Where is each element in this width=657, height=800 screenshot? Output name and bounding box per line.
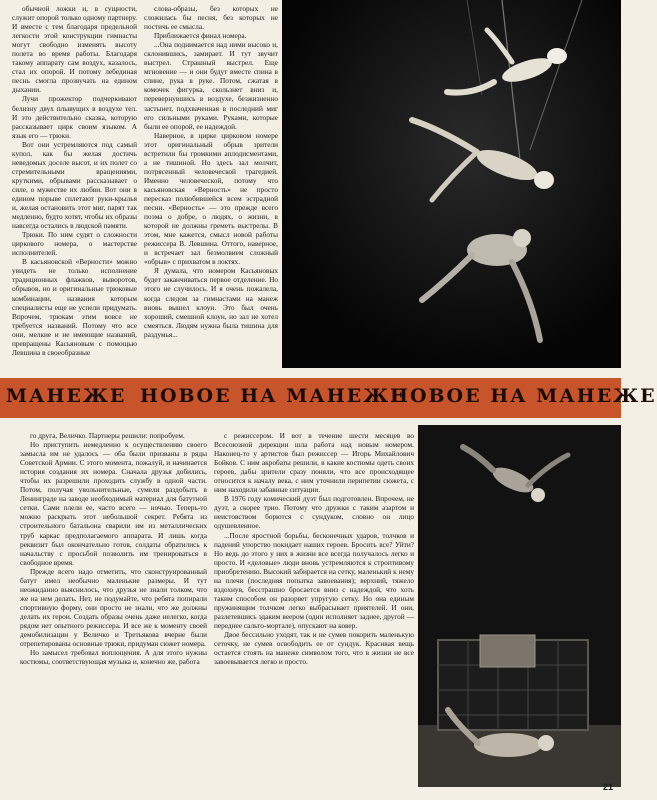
paragraph: Трюки. По ним судят о сложности циркового номера, о мастерстве исполнителей.: [12, 230, 137, 258]
aerial-gymnasts-photo: [282, 0, 621, 368]
paragraph: Вот они устремляются под самый купол, как бы желая достичь неведомых доселе высот, и их полет со стремительными вращениями, круткими, обрывами рассказывает о силе, о мужестве их любви. Вот они в едином порыве сплетают руки-крылья и, желая остановить этот миг, парят так медленно, будто хотят, чтобы их образы навсегда остались в людской памяти.: [12, 139, 137, 231]
paragraph: В касьяновской «Верности» можно увидеть не только исполнение традиционных флажков, выворотов, обрывов, но и оригинальные трюковые комбинации, названия которым специалисты еще не успели придумать. Впрочем, трюкам этим вовсе не требуется названий. Потому что все они, мелкие и не имеющие названий, превращены Касьяновым с помощью Левшина в своеобразные: [12, 257, 137, 357]
text-column-1: [12, 4, 137, 357]
page-number: 21: [602, 782, 613, 792]
paragraph: го друга, Величко. Партнеры решили: попробуем.: [30, 431, 185, 440]
text-column-2: [144, 4, 278, 339]
section-banner: [0, 378, 657, 418]
text-column-3: [20, 431, 207, 666]
banner-text: НОВОЕ НА МАНЕЖЕ: [390, 385, 657, 407]
paragraph: Двое бессильно уходят, так и не сумев покорить маленькую сеточку, не сумев освободить ее от сундук. Красивая вещь остается стоять на манеже символом того, что в жизни не все завоевывается легко и просто.: [214, 630, 414, 667]
paragraph: Наверное, в цирке цирковом номере этот оригинальный обрыв зрители встретили бы громкими аплодисментами, а не тишиной. Но здесь зал молчит, потрясенный человеческой трагедией. Именно человеческой, потому что касьяновская «Верность» не просто пересказ полюбившейся всем эстрадной песни. «Верность» — это прежде всего поэма о добре, о людях, о жизни, в которой не должны греметь выстрелы. В этом, мне кажется, смысл новой работы режиссера В. Левшина. Оттого, наверное, и встречает зал безмолвием сложный «обрыв» с прихватом в локтях.: [144, 130, 278, 267]
paragraph: Приближается финал номера.: [154, 31, 247, 41]
acrobats-trunk-photo: [418, 425, 621, 787]
paragraph: В 1976 году комический дуэт был подготовлен. Впрочем, не дуэт, а скорее трио. Потому что дружки с таким азартом и неистовством борются с сундуком, словно он лицо одушевленное.: [214, 494, 414, 531]
text-column-4: [214, 431, 414, 666]
paragraph: ...Она поднимается над ними высоко и, склонившись, замирает. И тут звучит выстрел. Страшный выстрел. Еще мгновение — и они будут вместе спина в спине, рука в руке. Потом, сжатая в комочек фигурка, скользнет вниз и, перевернувшись в воздухе, безжизненно застынет, подхваченная в последний миг его сильными руками. Руками, которые были ее опорой, ее надеждой.: [144, 40, 278, 131]
paragraph: с режиссером. И вот в течение шести месяцев во Всесоюзной дирекции шла работа над новым номером. Наконец-то у артистов был режиссер — Игорь Михайлович Бойков. С ним акробаты решили, в какие костюмы одеть своих героев, дабы зрители сразу поняли, что все происходящее относится к началу века, с ним уточнили перипетии сюжета, с ним находили забавные ситуации.: [214, 431, 414, 495]
banner-text: МАНЕЖЕ: [6, 385, 127, 407]
paragraph: Лучи прожектор подчеркивают белизну двух плывущих в воздухе тел. И это действительно сказка, которую рассказывает цирк своим языком. А язык его — трюки.: [12, 94, 137, 140]
aerial-gymnasts-illustration: [282, 0, 621, 368]
paragraph: Прежде всего надо отметить, что сконструированный батут имел необычно маленькие размеры. И тут неожиданно выяснилось, что друзья не знали толком, что же на нем делать. Нет, не подумайте, что ребята попирали спортивную форму, они просто не знали, что же должны делать их герои. Создать образы очень даже нелегко, когда рядом нет опытного режиссера. И все же к моменту своей демобилизации у Величко и Третьякова вчерне были отрепетированы основные трюки, придуман сюжет номера.: [20, 566, 207, 649]
paragraph: обычной ложки и, в сущности, служит опорой только одному партнеру. И вместе с тем благодаря предельной легкости этой конструкции гимнасты могут свободно изменять высоту полета во время работы. Благодаря такому аппарату сам воздух, казалось, стал их опорой. И потому лебединая песнь смогла прозвучать на едином дыхании.: [12, 4, 137, 95]
paragraph: Я думала, что номером Касьяновых будет заканчиваться первое отделение. Но этого не случилось. И я очень пожалела, когда следом за гимнастами на манеж вновь вышел клоун. Это был очень хороший, смешной клоун, но зал не хотел смеяться. Людям нужна была тишина для раздумья...: [144, 266, 278, 339]
paragraph: Но приступить немедленно к осуществлению своего замысла им не удалось — оба были призваны в ряды Советской Армии. С этого момента, пожалуй, и начинается история создания их номера. Сначала друзья добились, чтобы их разрешили проходить службу в одной части. Потом, получая увольнительные, сумели раздобыть в Ленинграде на заводе необходимый материал для батутной сетки. Сами плели ее, часто всего — ночью. Теперь-то можно раскрыть этот небольшой секрет. Ребята из строительного батальона сварили им из металлических труб каркас предполагаемого аппарата. И лишь когда реквизит был окончательно готов, солдаты обратились к начальству с просьбой позволить им тренироваться в свободное время.: [20, 440, 207, 567]
banner-text: НОВОЕ НА МАНЕЖЕ: [140, 385, 407, 407]
paragraph: ...После яростной борьбы, бесконечных ударов, толчков и падений упорство покидает наших героев. Бросить все? Уйти? Но ведь до этого у них в жизни все всегда получалось легко и просто. И «деловые» люди вновь устремляются к строптивому приобретению. Высокий забирается на сетку, маленький к нему на плечи (последняя попытка завоевания); верхний, тяжело вздохнув, бесстрашно бросается вниз с надеждой, что хоть таким способом он разорвет упругую сетку. Но она единым пружинящим толчком легко выбрасывает приятелей. И они, разлетевшись эдаким веером (один исполняет заднее, другой — переднее сальто-мортале), опускают на ковер.: [214, 530, 414, 630]
paragraph: слова-образы, без которых не сложилась бы песня, без которых не постичь ее смысла.: [144, 4, 278, 32]
paragraph: Но замысел требовал воплощения. А для этого нужны костюмы, соответствующая музыка и, конечно же, работа: [20, 648, 207, 667]
acrobats-trunk-illustration: [418, 425, 621, 787]
